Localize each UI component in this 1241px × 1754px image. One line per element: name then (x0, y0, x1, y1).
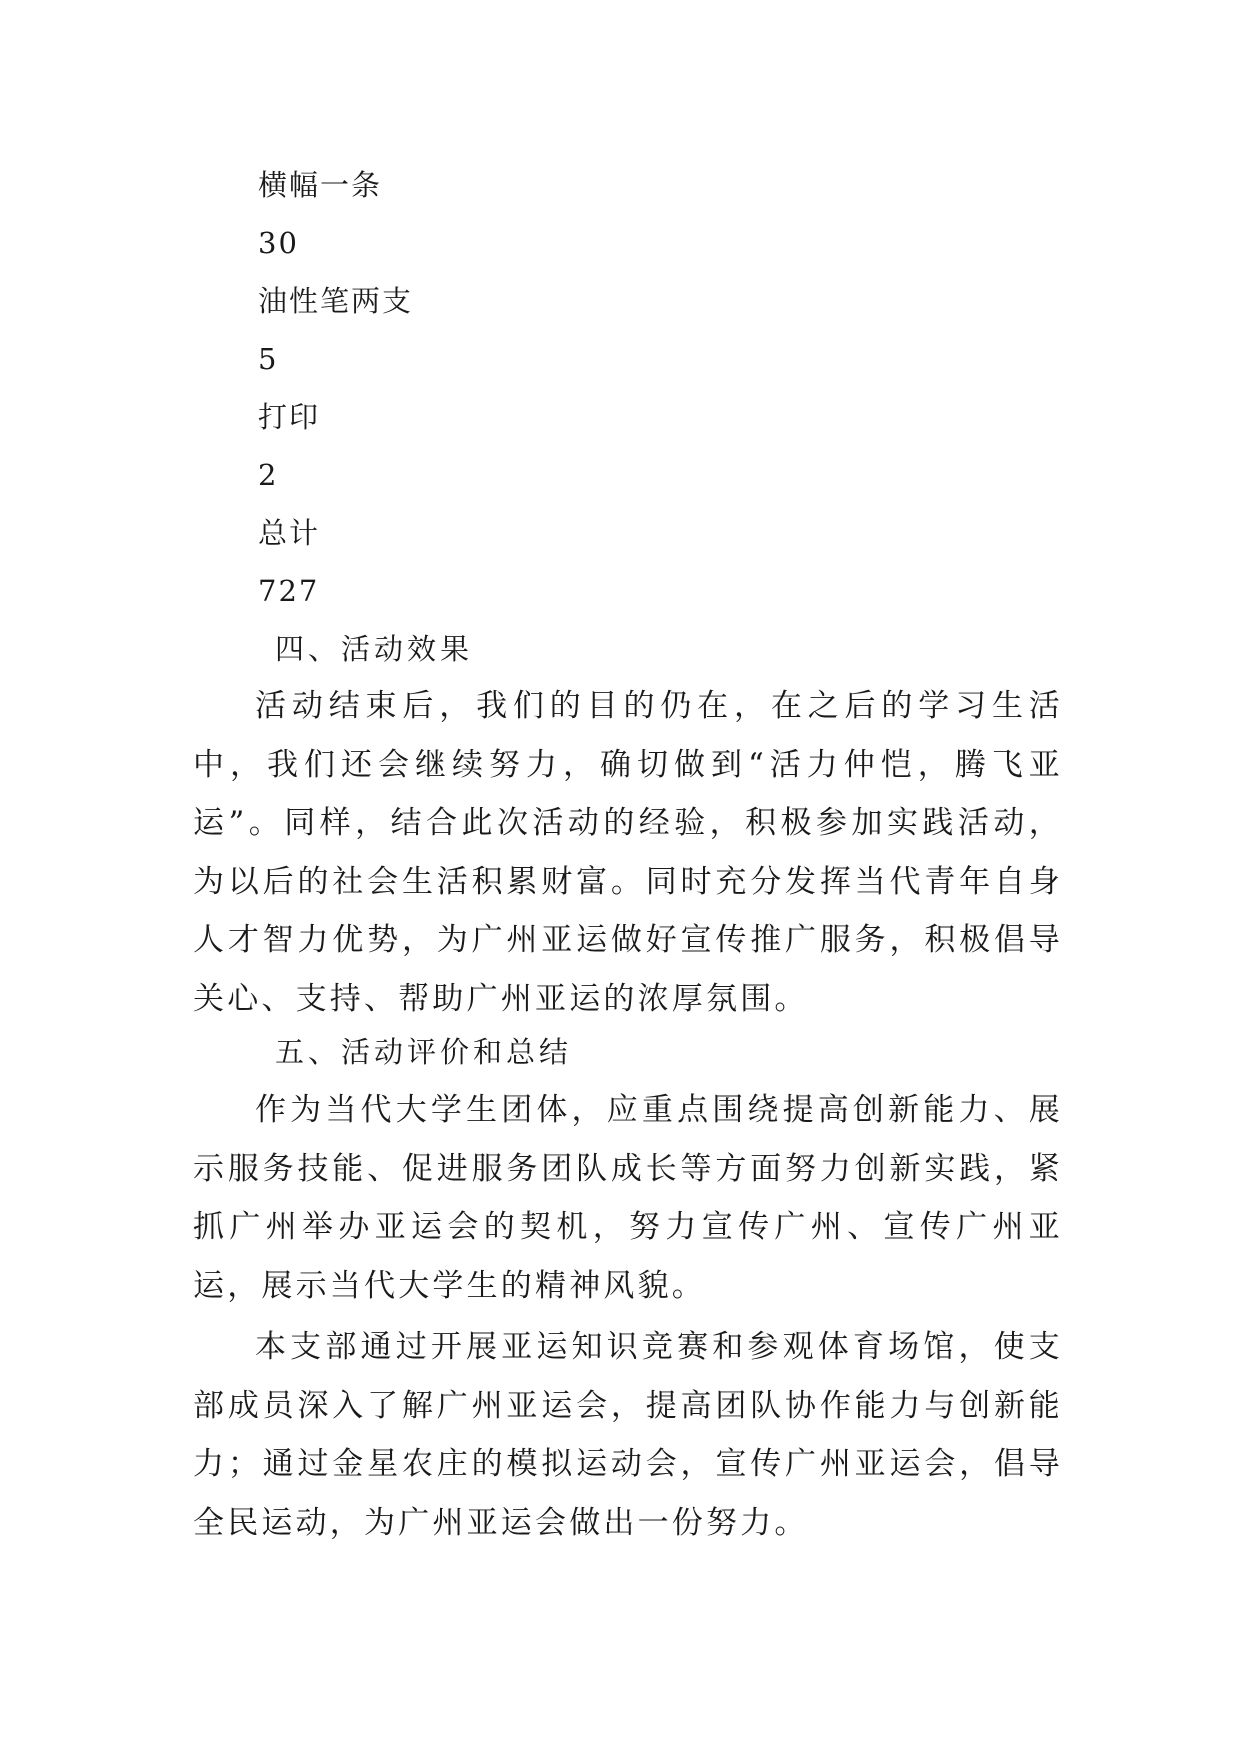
effects-paragraph: 活动结束后，我们的目的仍在，在之后的学习生活中，我们还会继续努力，确切做到“活力仲恺，腾飞亚运”。同样，结合此次活动的经验，积极参加实践活动，为以后的社会生活积累财富。同时充分发挥当代青年自身人才智力优势，为广州亚运做好宣传推广服务，积极倡导关心、支持、帮助广州亚运的浓厚氛围。 (193, 688, 1063, 1017)
budget-item-label: 油性笔两支 (258, 284, 414, 318)
budget-item-label: 打印 (258, 400, 321, 434)
budget-item-amount: 30 (258, 226, 299, 260)
section-heading-effects: 四、活动效果 (275, 632, 474, 666)
section-heading-evaluation: 五、活动评价和总结 (275, 1035, 573, 1069)
budget-item-amount: 2 (258, 458, 279, 492)
budget-item-label: 横幅一条 (258, 168, 383, 202)
budget-total-amount: 727 (258, 574, 320, 608)
evaluation-paragraph-2: 本支部通过开展亚运知识竞赛和参观体育场馆，使支部成员深入了解广州亚运会，提高团队协作能力与创新能力；通过金星农庄的模拟运动会，宣传广州亚运会，倡导全民运动，为广州亚运会做出一份努力。 (193, 1329, 1063, 1541)
evaluation-paragraph-1: 作为当代大学生团体，应重点围绕提高创新能力、展示服务技能、促进服务团队成长等方面努力创新实践，紧抓广州举办亚运会的契机，努力宣传广州、宣传广州亚运，展示当代大学生的精神风貌。 (193, 1092, 1063, 1304)
budget-total-label: 总计 (258, 516, 321, 550)
budget-item-amount: 5 (258, 342, 279, 376)
